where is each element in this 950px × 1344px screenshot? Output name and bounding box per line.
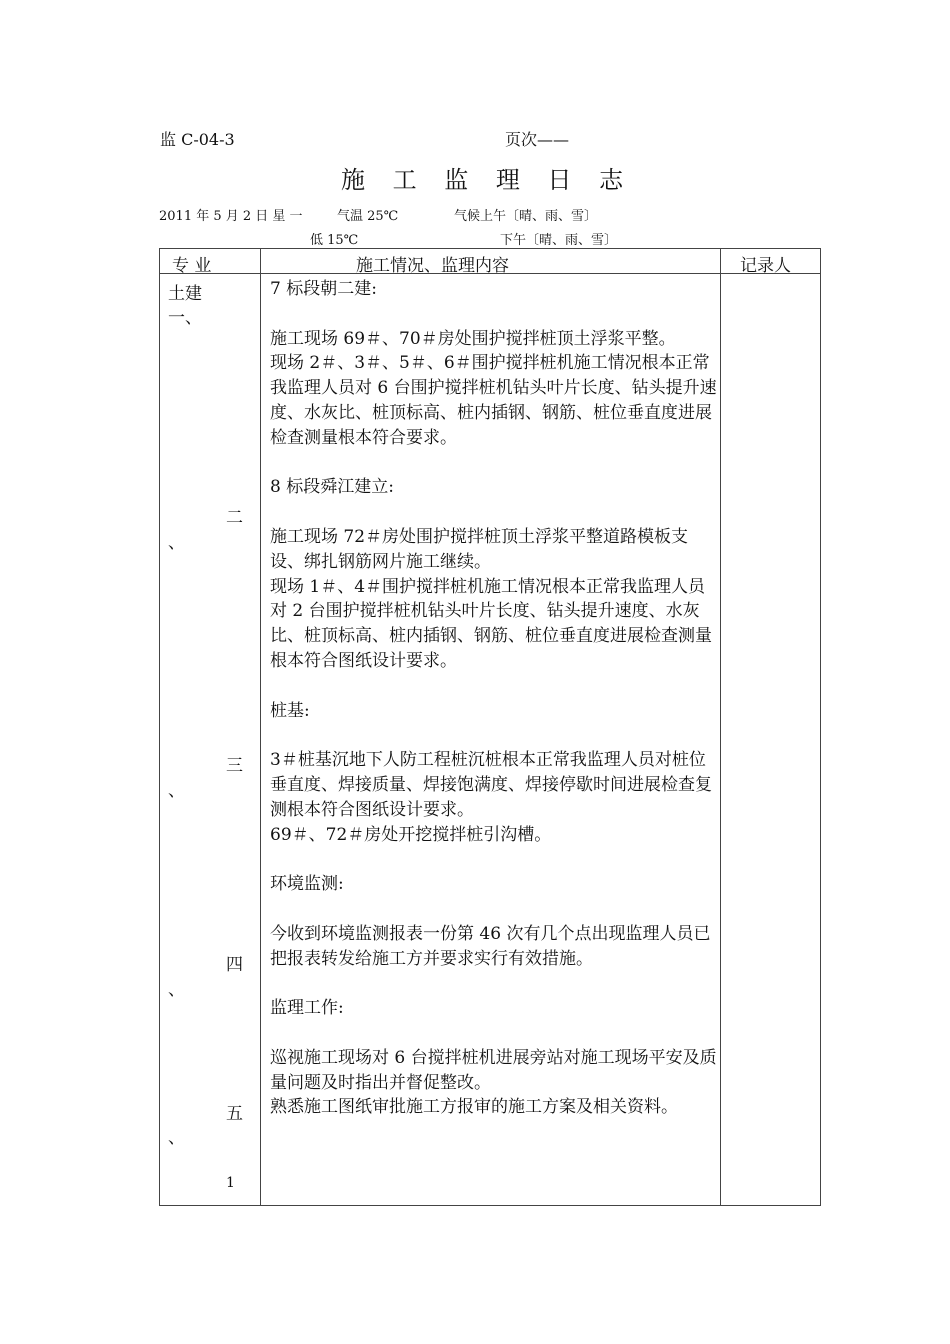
section-number-3: 三 <box>226 756 243 776</box>
section-title: 8 标段舜江建立: <box>270 477 394 498</box>
paragraph: 熟悉施工图纸审批施工方报审的施工方案及相关资料。 <box>270 1097 678 1118</box>
section-title: 桩基: <box>270 700 310 721</box>
paragraph: 现场 2＃、3＃、5＃、6＃围护搅拌桩机施工情况根本正常我监理人员对 6 台围护搅拌桩机钻头叶片长度、钻头提升速度、水灰比、桩顶标高、桩内插钢、钢筋、桩位垂直度进展检查测量根本符合要求。 <box>270 353 717 448</box>
supervision-log-table <box>159 248 821 1206</box>
column-divider <box>260 249 261 1205</box>
temperature-high: 气温 25℃ <box>337 209 399 224</box>
paragraph: 现场 1＃、4＃围护搅拌桩机施工情况根本正常我监理人员对 2 台围护搅拌桩机钻头叶片长度、钻头提升速度、水灰比、桩顶标高、桩内插钢、钢筋、桩位垂直度进展检查测量根本符合图纸设计要求。 <box>270 576 712 671</box>
paragraph: 施工现场 69＃、70＃房处围护搅拌桩顶土浮浆平整。 <box>270 328 676 349</box>
form-code: 监 C-04-3 <box>160 130 235 149</box>
section-title: 7 标段朝二建: <box>270 279 377 299</box>
section-number-5-mark: 、 <box>168 1128 185 1148</box>
section-number-4: 四 <box>226 955 243 975</box>
page-number: 1 <box>226 1175 235 1191</box>
paragraph: 3＃桩基沉地下人防工程桩沉桩根本正常我监理人员对桩位垂直度、焊接质量、焊接饱满度、焊接停歇时间进展检查复测根本符合图纸设计要求。 <box>270 750 712 820</box>
paragraph: 巡视施工现场对 6 台搅拌桩机进展旁站对施工现场平安及质量问题及时指出并督促整改。 <box>270 1047 717 1093</box>
section-number-2: 二 <box>226 508 243 528</box>
section-title: 环境监测: <box>270 874 344 895</box>
section-number-4-mark: 、 <box>168 980 185 1000</box>
log-content <box>270 277 720 1120</box>
section-number-5: 五 <box>226 1104 243 1124</box>
log-date: 2011 年 5 月 2 日 星 一 <box>159 209 303 224</box>
weather-afternoon: 下午〔晴、雨、雪〕 <box>500 233 618 248</box>
column-divider <box>720 249 721 1205</box>
column-header-content: 施工情况、监理内容 <box>356 256 509 276</box>
temperature-low: 低 15℃ <box>310 233 359 248</box>
paragraph: 今收到环境监测报表一份第 46 次有几个点出现监理人员已把报表转发给施工方并要求实行有效措施。 <box>270 923 711 969</box>
weather-morning: 气候上午〔晴、雨、雪〕 <box>454 209 598 224</box>
section-number-1: 一、 <box>168 308 202 328</box>
section-number-3-mark: 、 <box>168 781 185 801</box>
column-header-specialty: 专 业 <box>172 256 212 276</box>
document-title: 施 工 监 理 日 志 <box>341 166 634 194</box>
section-title: 监理工作: <box>270 998 344 1019</box>
specialty-label: 土建 <box>168 284 202 304</box>
paragraph: 69＃、72＃房处开挖搅拌桩引沟槽。 <box>270 824 552 845</box>
column-header-recorder: 记录人 <box>740 256 791 276</box>
paragraph: 施工现场 72＃房处围护搅拌桩顶土浮浆平整道路模板支设、绑扎钢筋网片施工继续。 <box>270 526 689 572</box>
page-number-label: 页次—— <box>505 130 570 149</box>
section-number-2-mark: 、 <box>168 533 185 553</box>
